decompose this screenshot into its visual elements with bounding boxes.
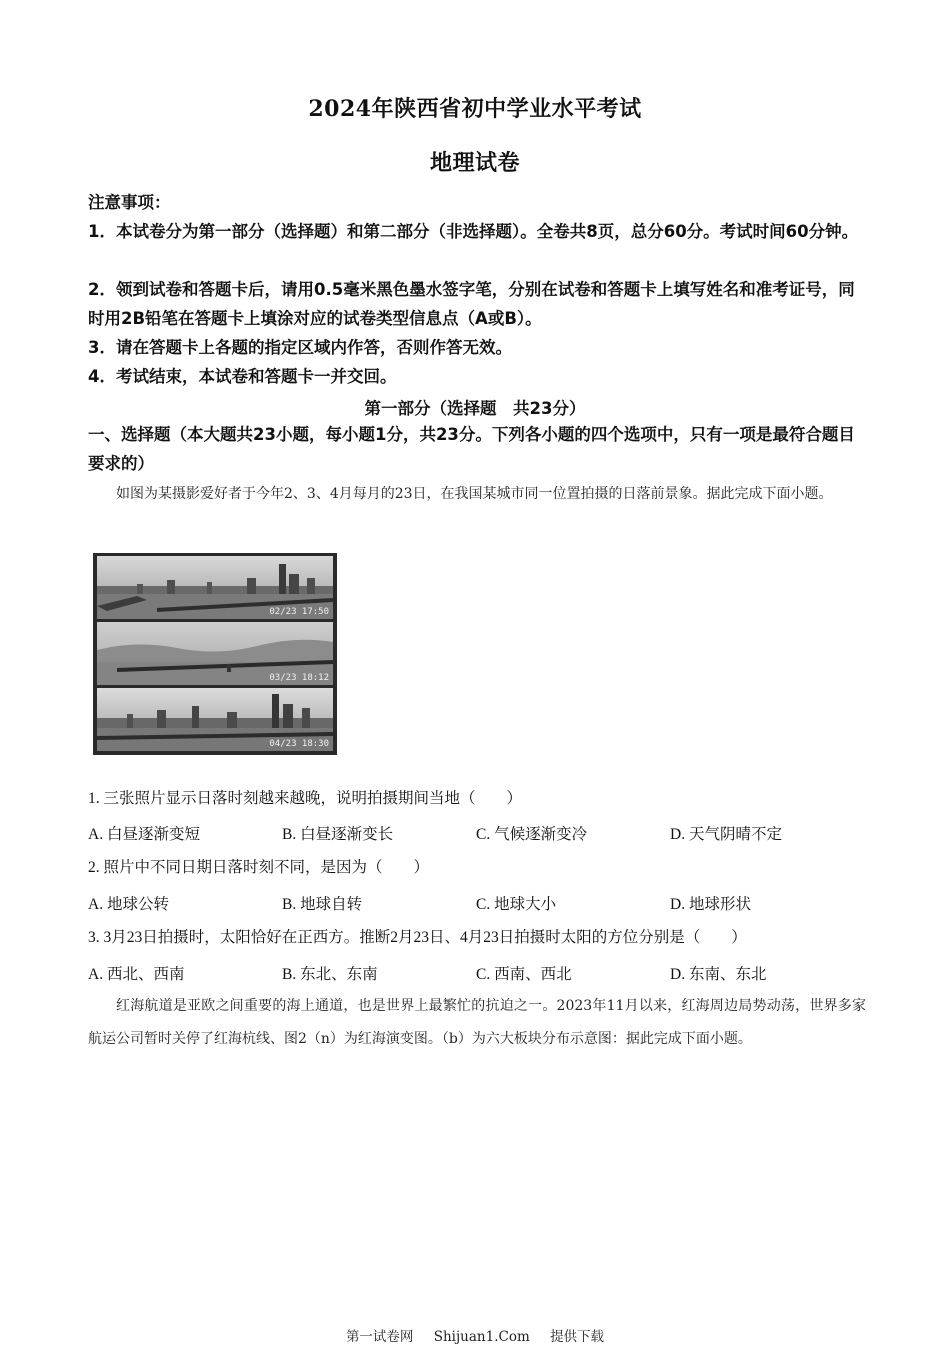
exam-subject: 地理试卷 — [429, 150, 520, 176]
photo-timestamp: 03/23 18:12 — [269, 673, 329, 683]
footer-note: 提供下载 — [550, 1329, 605, 1345]
passage-2: 红海航道是亚欧之间重要的海上通道，也是世界上最繁忙的抗迫之一。2023年11月以来，红海周边局势动荡，世界多家航运公司暂时关停了红海杭线、图2（n）为红海演变图。（b）为六大板块分布示意图：据此完成下面小题。 — [88, 998, 866, 1047]
option-a: A. 西北、西南 — [88, 966, 185, 983]
question-1-stem: 1. 三张照片显示日落时刻越来越晚，说明拍摄期间当地（ ） — [88, 790, 523, 807]
sunset-photo-feb — [97, 556, 333, 619]
sunset-photo-mar — [97, 622, 333, 685]
question-2-options — [88, 892, 868, 914]
notice-item-3: 3．请在答题卡上各题的指定区域内作答，否则作答无效。 — [88, 338, 512, 357]
question-3-stem: 3. 3月23日拍摄时，太阳恰好在正西方。推断2月23日、4月23日拍摄时太阳的方位分别是（ ） — [88, 929, 747, 946]
sunset-photo-figure — [93, 553, 337, 755]
notice-item-2: 2．领到试卷和答题卡后，请用0.5毫米黑色墨水签字笔，分别在试卷和答题卡上填写姓名和准考证号，同时用2B铅笔在答题卡上填涂对应的试卷类型信息点（A或B）。 — [88, 280, 855, 328]
question-3-options — [88, 962, 868, 984]
notice-heading: 注意事项： — [88, 193, 171, 212]
notice-item-4: 4．考试结束，本试卷和答题卡一并交回。 — [88, 367, 397, 386]
option-c: C. 气候逐渐变冷 — [476, 826, 588, 843]
option-d: D. 地球形状 — [670, 896, 751, 913]
option-a: A. 白昼逐渐变短 — [88, 826, 200, 843]
option-d: D. 东南、东北 — [670, 966, 767, 983]
option-c: C. 地球大小 — [476, 896, 557, 913]
footer-site-link[interactable]: Shijuan1.Com — [433, 1329, 530, 1345]
notice-item-1: 1．本试卷分为第一部分（选择题）和第二部分（非选择题）。全卷共8页，总分60分。考试时间60分钟。 — [88, 222, 859, 241]
question-2-stem: 2. 照片中不同日期日落时刻不同，是因为（ ） — [88, 859, 430, 876]
exam-title: 2024年陕西省初中学业水平考试 — [308, 96, 642, 122]
option-c: C. 西南、西北 — [476, 966, 572, 983]
option-b: B. 地球自转 — [282, 896, 363, 913]
option-b: B. 东北、东南 — [282, 966, 378, 983]
question-1-options — [88, 822, 868, 844]
option-d: D. 天气阴晴不定 — [670, 826, 782, 843]
footer-site-name: 第一试卷网 — [345, 1329, 414, 1345]
page-footer — [0, 1325, 950, 1345]
passage-1: 如图为某摄影爱好者于今年2、3、4月每月的23日，在我国某城市同一位置拍摄的日落前景象。据此完成下面小题。 — [116, 486, 833, 502]
sunset-photo-apr — [97, 688, 333, 751]
part1-heading: 第一部分（选择题 共23分） — [364, 399, 586, 418]
part1-instruction: 一、选择题（本大题共23小题，每小题1分，共23分。下列各小题的四个选项中，只有一项是最符合题目要求的） — [88, 425, 855, 473]
photo-timestamp: 04/23 18:30 — [269, 739, 329, 749]
photo-timestamp: 02/23 17:50 — [269, 607, 329, 617]
option-a: A. 地球公转 — [88, 896, 169, 913]
option-b: B. 白昼逐渐变长 — [282, 826, 394, 843]
